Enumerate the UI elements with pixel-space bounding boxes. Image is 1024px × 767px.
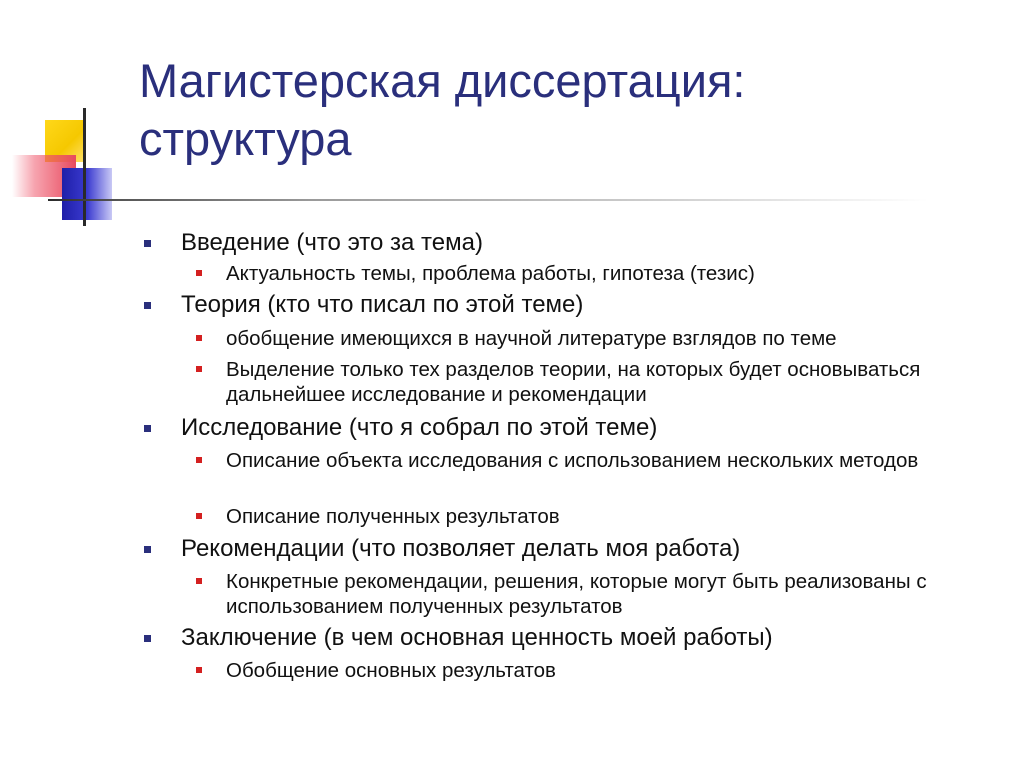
list-item-level1 <box>181 534 740 564</box>
list-item-level2 <box>226 261 1006 286</box>
list-item-level2 <box>226 569 1006 619</box>
bullet-square-icon <box>144 302 151 309</box>
item-text: Описание полученных результатов <box>226 505 560 528</box>
bullet-square-icon <box>196 366 202 372</box>
bullet-square-icon <box>196 578 202 584</box>
list-item-level2 <box>226 448 1006 473</box>
list-item-level1 <box>181 413 657 443</box>
list-item-level2 <box>226 504 1006 529</box>
item-text: Конкретные рекомендации, решения, которые могут быть реализованы с использованием полученных результатов <box>226 570 927 618</box>
section-label: Рекомендации (что позволяет делать моя работа) <box>181 535 741 562</box>
list-item-level2 <box>226 658 1006 683</box>
bullet-square-icon <box>144 635 151 642</box>
item-text: Описание объекта исследования с использованием нескольких методов <box>226 449 919 472</box>
bullet-square-icon <box>144 546 151 553</box>
list-item-level1 <box>181 290 583 320</box>
bullet-square-icon <box>196 513 202 519</box>
title-line-1: Магистерская диссертация: <box>139 54 746 107</box>
section-label: Заключение (в чем основная ценность моей работы) <box>181 624 773 651</box>
item-text: обобщение имеющихся в научной литературе взглядов по теме <box>226 327 837 350</box>
bullet-square-icon <box>196 270 202 276</box>
section-label: Исследование (что я собрал по этой теме) <box>181 414 658 441</box>
bullet-square-icon <box>144 425 151 432</box>
bullet-square-icon <box>196 457 202 463</box>
section-label: Введение (что это за тема) <box>181 229 483 256</box>
item-text: Выделение только тех разделов теории, на которых будет основываться дальнейшее исследование и рекомендации <box>226 358 921 406</box>
item-text: Обобщение основных результатов <box>226 659 556 682</box>
bullet-square-icon <box>196 335 202 341</box>
bullet-square-icon <box>144 240 151 247</box>
list-item-level2 <box>226 357 1006 407</box>
item-text: Актуальность темы, проблема работы, гипотеза (тезис) <box>226 262 755 285</box>
list-item-level1 <box>181 623 773 653</box>
list-item-level1 <box>181 228 483 258</box>
section-label: Теория (кто что писал по этой теме) <box>181 291 584 318</box>
list-item-level2 <box>226 326 1006 351</box>
title-line-2: структура <box>139 112 352 165</box>
bullet-square-icon <box>196 667 202 673</box>
